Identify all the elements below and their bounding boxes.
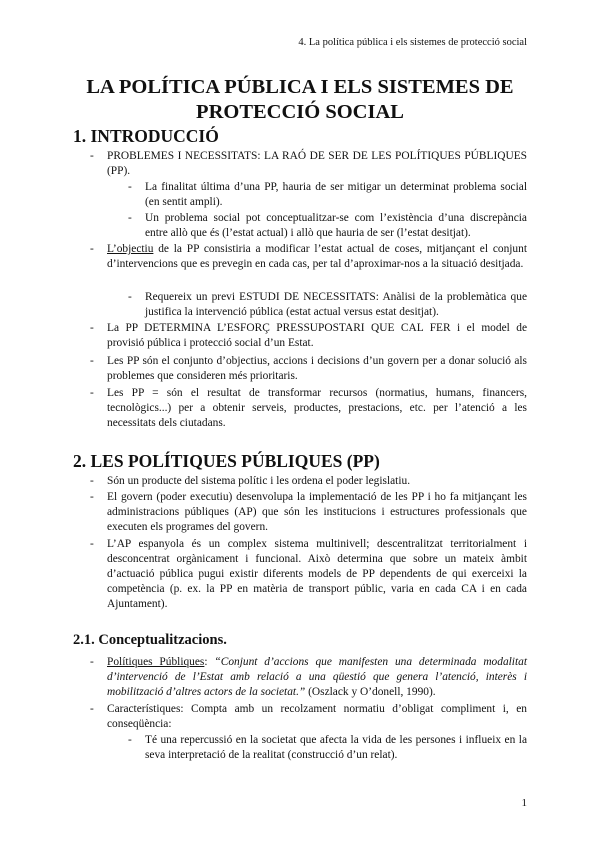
sec2-bullet-1: Són un producte del sistema polític i les ordena el poder legislatiu. (107, 475, 411, 487)
bullet-dash: - (128, 212, 132, 224)
section-1-heading: 1. INTRODUCCIÓ (73, 126, 219, 146)
running-header: 4. La política pública i els sistemes de protecció social (298, 37, 527, 48)
section-2-1-heading: 2.1. Conceptualitzacions. (73, 632, 227, 648)
sec1-bullet-2-text: de la PP consistiria a modificar l’estat actual de coses, mitjançant el conjunt d’intervencions que es prevegin en cada cas, per tal d’aproximar-nos a la situació desitjada. (107, 243, 527, 270)
bullet-dash: - (90, 243, 94, 255)
bullet-dash: - (90, 475, 94, 487)
sec1-bullet-5: Les PP = són el resultat de transformar recursos (normatius, humans, financers, tecnològics...) per a obtenir serveis, productes, prestacions, etc. per l’atenció a les necessitats dels ciutadans. (107, 387, 527, 429)
sec1-bullet-2 (107, 242, 527, 272)
title-line-2: PROTECCIÓ SOCIAL (196, 101, 404, 123)
bullet-dash: - (128, 181, 132, 193)
definition-quote: “Conjunt d’accions que manifesten una determinada modalitat d’intervenció de l’Estat amb relació a una qüestió que genera l’atenció, interès i mobilització d’altres actors de la societat.” (107, 656, 528, 698)
objectiu-term: L’objectiu (107, 243, 154, 255)
sec1-bullet-3: La PP DETERMINA L’ESFORÇ PRESSUPOSTARI QUE CAL FER i el model de provisió pública i protecció social d’un Estat. (107, 322, 527, 349)
sec1-bullet-1a: La finalitat última d’una PP, hauria de ser mitigar un determinat problema social (en sentit ampli). (145, 181, 527, 208)
bullet-dash: - (90, 538, 94, 550)
sec1-bullet-1b: Un problema social pot conceptualitzar-se com l’existència d’una discrepància entre allò que és (l’estat actual) i allò que hauria de ser (l’estat desitjat). (145, 212, 527, 239)
sec1-bullet-1: PROBLEMES I NECESSITATS: LA RAÓ DE SER DE LES POLÍTIQUES PÚBLIQUES (PP). (107, 150, 527, 177)
title-line-1: LA POLÍTICA PÚBLICA I ELS SISTEMES DE (86, 76, 514, 98)
bullet-dash: - (90, 387, 94, 399)
section-2-heading: 2. LES POLÍTIQUES PÚBLIQUES (PP) (73, 451, 380, 471)
sec21-bullet-1 (107, 655, 527, 700)
bullet-dash: - (90, 150, 94, 162)
sec21-bullet-2a: Té una repercussió en la societat que afecta la vida de les persones i influeix en la seva interpretació de la realitat (construcció d’un relat). (145, 734, 527, 761)
bullet-dash: - (90, 703, 94, 715)
bullet-dash: - (128, 734, 132, 746)
definition-colon: : (204, 656, 215, 668)
bullet-dash: - (90, 322, 94, 334)
bullet-dash: - (90, 355, 94, 367)
bullet-dash: - (90, 656, 94, 668)
sec1-bullet-2a: Requereix un previ ESTUDI DE NECESSITATS: Anàlisi de la problemàtica que justifica la intervenció pública (estat actual versus estat desitjat). (145, 291, 527, 318)
sec1-bullet-4: Les PP són el conjunto d’objectius, accions i decisions d’un govern per a donar solució als problemes que consideren més prioritaris. (107, 355, 527, 382)
bullet-dash: - (90, 491, 94, 503)
page-number: 1 (521, 797, 527, 809)
document-title (0, 75, 600, 125)
definition-citation: (Oszlack y O’donell, 1990). (305, 686, 436, 698)
sec21-bullet-2: Característiques: Compta amb un recolzament normatiu d’obligat compliment i, en conseqüència: (107, 703, 527, 730)
sec2-bullet-3: L’AP espanyola és un complex sistema multinivell; descentralitzat territorialment i desconcentrat orgànicament i funcional. Això determina que sobre un mateix àmbit d’actuació pública pugui existir diferents models de PP dependents de qui exerceixi la competència (p. ex. la PP en matèria de transport públic, varia en cada CA i en cada Ajuntament). (107, 538, 527, 610)
politiques-publiques-term: Polítiques Públiques (107, 656, 205, 668)
bullet-dash: - (128, 291, 132, 303)
sec2-bullet-2: El govern (poder executiu) desenvolupa la implementació de les PP i ho fa mitjançant les administracions públiques (AP) que són les institucions i estructures professionals que executen els programes del govern. (107, 491, 527, 533)
